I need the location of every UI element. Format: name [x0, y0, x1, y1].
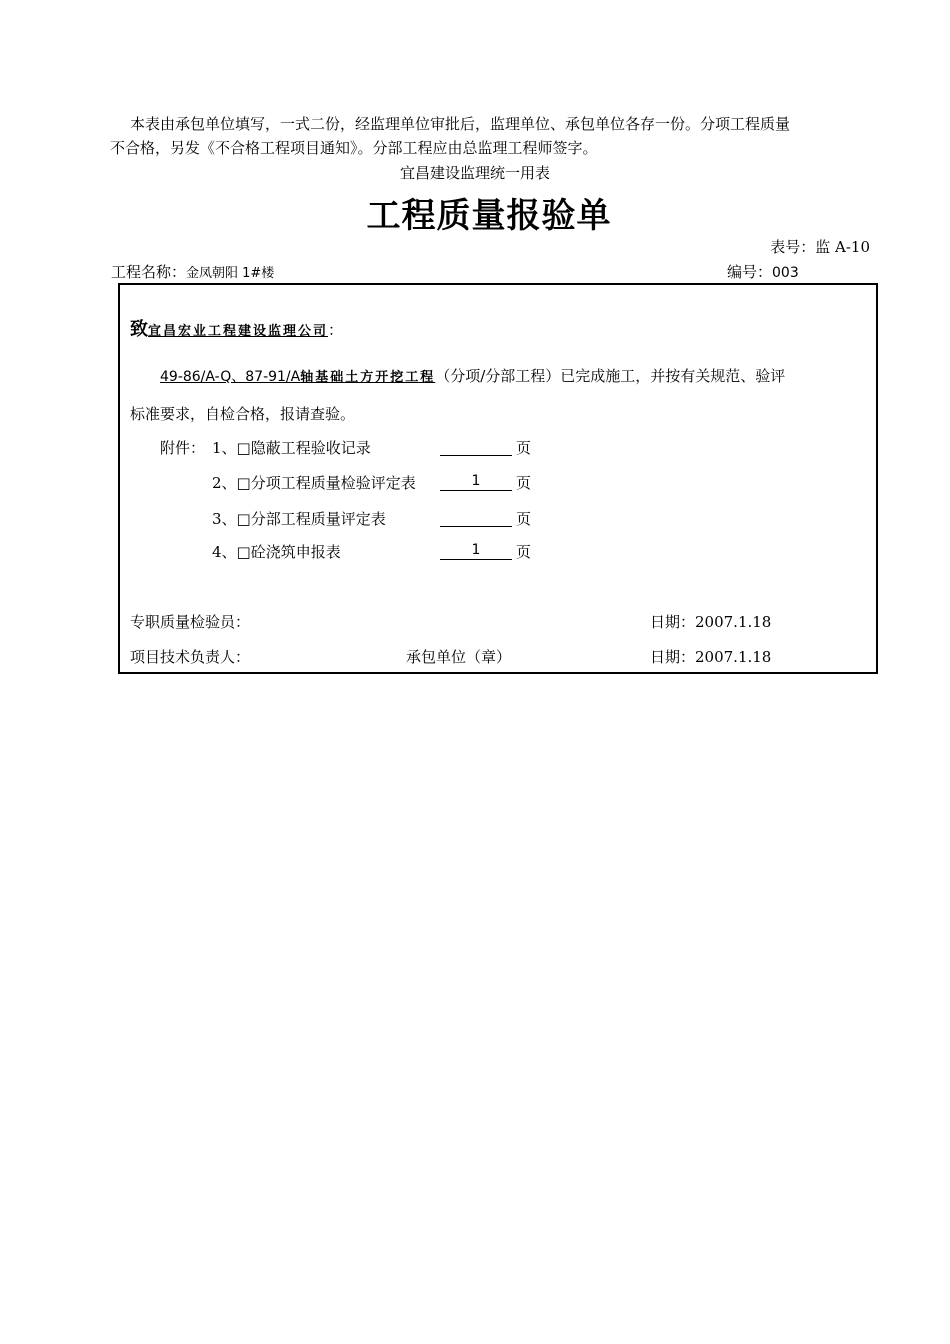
tech-lead-date: 日期：2007.1.18	[650, 648, 772, 666]
recipient-name: 宜昌宏业工程建设监理公司	[148, 324, 329, 339]
attachment-row	[120, 472, 720, 492]
recipient-colon: ：	[328, 321, 344, 339]
work-scope-code: 49-86/A-Q、87-91/A	[160, 369, 301, 385]
form-body	[118, 283, 878, 674]
tech-lead-label: 项目技术负责人：	[130, 648, 251, 666]
form-title: 工程质量报验单	[366, 196, 612, 236]
attachment-label: 1、□隐蔽工程验收记录	[212, 439, 371, 457]
attachment-label: 2、□分项工程质量检验评定表	[212, 474, 416, 492]
work-scope	[160, 369, 435, 385]
project-name-label: 工程名称：	[111, 263, 187, 281]
form-code: 表号：监 A-10	[770, 238, 870, 256]
serial-number-label: 编号：	[727, 263, 773, 281]
statement-text-1: （分项/分部工程）已完成施工，并按有关规范、验评	[435, 367, 786, 385]
project-name-value: 金凤朝阳 1#楼	[186, 266, 275, 281]
project-name-row	[111, 261, 274, 282]
attachment-page-count	[440, 508, 512, 527]
attachment-page-count	[440, 437, 512, 456]
inspector-date: 日期：2007.1.18	[650, 613, 772, 631]
statement-line-1	[160, 365, 785, 386]
to-prefix: 致	[130, 319, 148, 340]
attachment-unit: 页	[516, 439, 532, 457]
attachment-page-count: 1	[440, 472, 512, 491]
attachment-label: 4、□砼浇筑申报表	[212, 543, 341, 561]
work-scope-name: 轴基础土方开挖工程	[300, 370, 436, 385]
instruction-line-1: 本表由承包单位填写，一式二份，经监理单位审批后，监理单位、承包单位各存一份。分项工程质量	[130, 115, 791, 133]
serial-number-row	[727, 261, 799, 282]
instruction-line-2: 不合格，另发《不合格工程项目通知》。分部工程应由总监理工程师签字。	[110, 139, 598, 157]
attachment-row	[120, 508, 720, 528]
contractor-seal-label: 承包单位（章）	[406, 648, 512, 666]
attachment-unit: 页	[516, 543, 532, 561]
addressee-line	[130, 315, 343, 341]
statement-line-2: 标准要求，自检合格，报请查验。	[130, 405, 356, 423]
attachment-unit: 页	[516, 510, 532, 528]
attachment-unit: 页	[516, 474, 532, 492]
attachment-page-count: 1	[440, 541, 512, 560]
serial-number-value: 003	[772, 265, 799, 281]
instruction-note	[110, 112, 870, 160]
attachment-row	[120, 541, 720, 561]
attachment-label: 3、□分部工程质量评定表	[212, 510, 386, 528]
attachments-prefix: 附件：	[160, 439, 206, 457]
form-subtitle: 宜昌建设监理统一用表	[399, 164, 550, 182]
inspector-label: 专职质量检验员：	[130, 613, 251, 631]
attachment-row	[120, 437, 720, 457]
